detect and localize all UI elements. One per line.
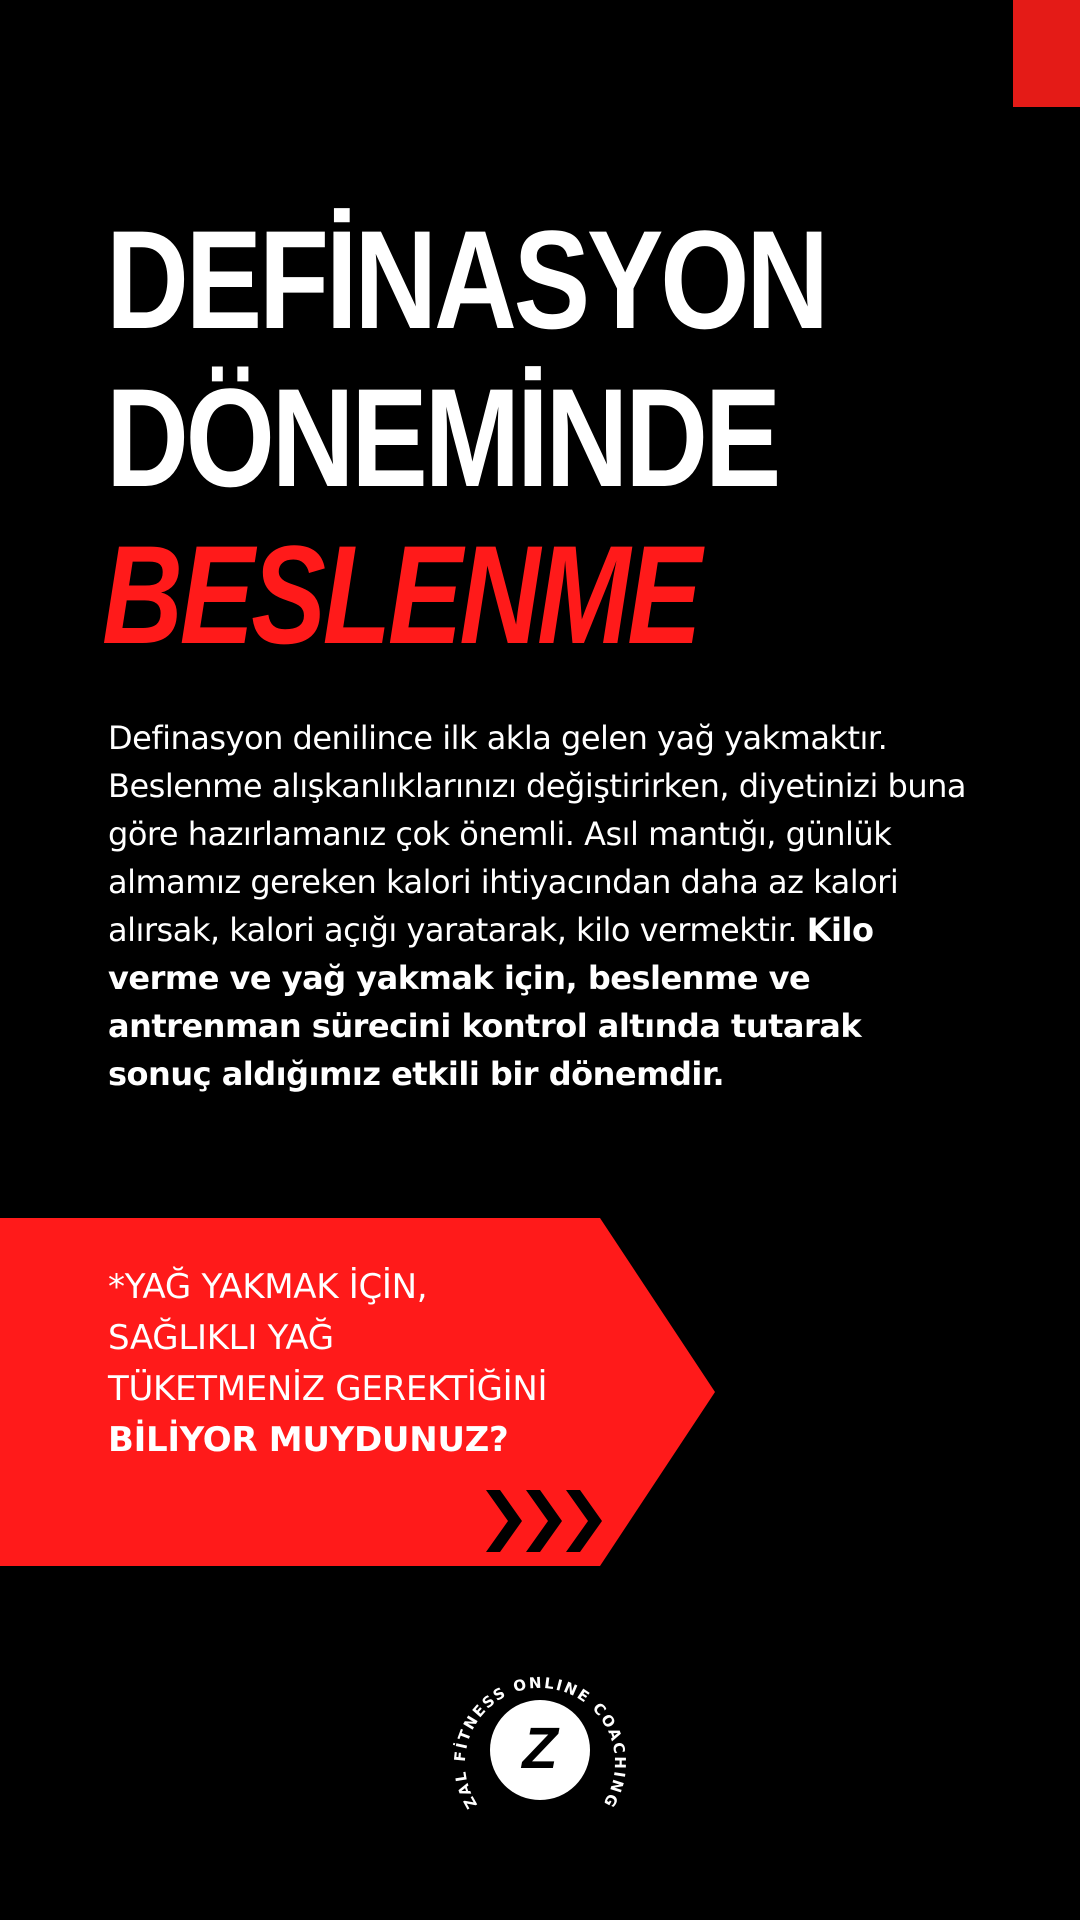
logo-ring-textpath: ZAL FİTNESS ONLINE COACHING — [450, 1673, 630, 1812]
corner-accent-block — [1013, 0, 1080, 107]
callout-line-2: SAĞLIKLI YAĞ — [108, 1318, 334, 1358]
logo-letter: Z — [522, 1716, 558, 1781]
callout-line-1: *YAĞ YAKMAK İÇİN, — [108, 1267, 428, 1307]
title-line-1: DEFİNASYON — [106, 201, 826, 358]
body-bold-text: Kilo verme ve yağ yakmak için, beslenme ve antrenman sürecini kontrol altında tutarak sonuç aldığımız etkili bir dönemdir. — [108, 911, 874, 1093]
body-normal-text: Definasyon denilince ilk akla gelen yağ yakmaktır. Beslenme alışkanlıklarınızı değiştirirken, diyetinizi buna göre hazırlamanız çok önemli. Asıl mantığı, günlük almamız gereken kalori ihtiyacından daha az kalori alırsak, kalori açığı yaratarak, kilo vermektir. — [108, 719, 967, 949]
callout-line-3: TÜKETMENİZ GEREKTİĞİNİ — [108, 1369, 548, 1409]
triple-chevron-right-icon — [486, 1490, 606, 1552]
title-highlight: BESLENME — [102, 516, 699, 673]
callout-text — [108, 1262, 668, 1466]
body-paragraph — [108, 714, 968, 1098]
callout-question: BİLİYOR MUYDUNUZ? — [108, 1420, 509, 1460]
title-line-2: DÖNEMİNDE — [106, 359, 779, 516]
brand-logo — [440, 1650, 640, 1850]
